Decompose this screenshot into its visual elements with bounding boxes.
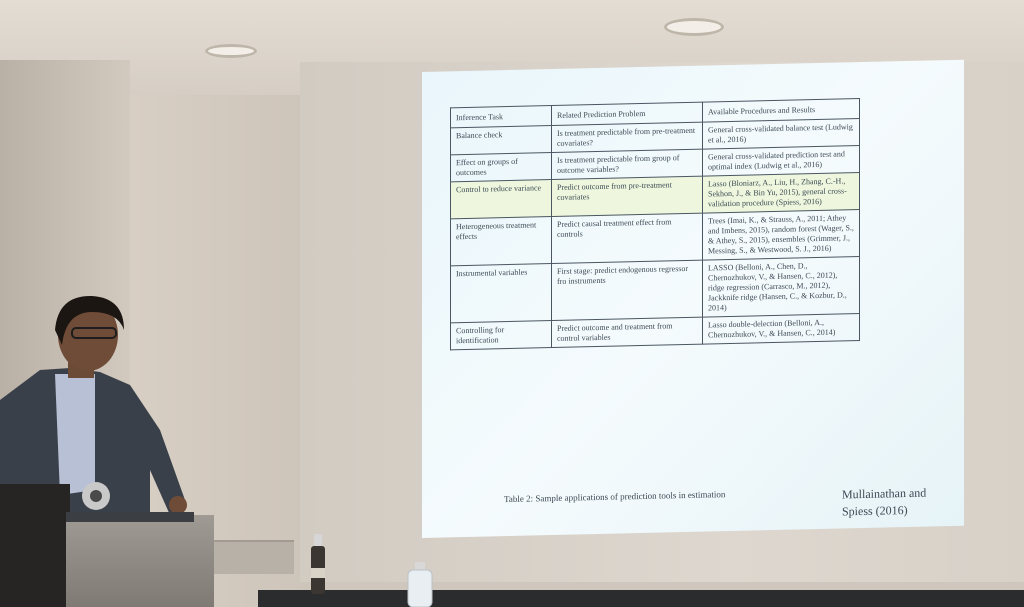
projected-slide xyxy=(422,60,964,538)
results-cell: General cross-validated balance test (Ludwig et al., 2016) xyxy=(703,119,860,150)
table-row xyxy=(451,257,860,323)
header-results: Available Procedures and Results xyxy=(703,99,860,123)
task-cell: Instrumental variables xyxy=(451,264,552,323)
results-cell: Lasso double-delection (Belloni, A., Chernozhukov, V., & Hansen, C., 2014) xyxy=(703,314,860,345)
slide-credit xyxy=(842,485,926,522)
front-table xyxy=(258,590,1024,607)
problem-cell: Is treatment predictable from group of outcome variables? xyxy=(552,149,703,179)
problem-cell: Predict outcome and treatment from control variables xyxy=(552,317,703,347)
podium xyxy=(66,515,214,607)
water-bottle xyxy=(404,562,436,607)
results-cell: General cross-validated prediction test and optimal index (Ludwig et al., 2016) xyxy=(703,146,860,177)
header-task: Inference Task xyxy=(451,106,552,128)
task-cell: Heterogeneous treatment effects xyxy=(451,217,552,266)
presenter-shirt xyxy=(55,374,95,495)
credit-line: Spiess (2016) xyxy=(842,503,908,519)
prediction-table xyxy=(450,98,860,350)
task-cell: Effect on groups of outcomes xyxy=(451,153,552,182)
results-cell: Lasso (Bloniarz, A., Liu, H., Zhang, C.-H., Sekhon, J., & Bin Yu, 2015), general cross-validation procedure (Spiess, 2016) xyxy=(703,173,860,214)
problem-cell: Predict outcome from pre-treatment covariates xyxy=(552,176,703,216)
results-cell: LASSO (Belloni, A., Chen, D., Chernozhukov, V., & Hansen, C., 2012), ridge regression (Carrasco, M., 2012), Jackknife ridge (Hansen, C., & Kozbur, D., 2014) xyxy=(703,257,860,318)
wall-panel xyxy=(214,540,294,574)
problem-cell: Predict causal treatment effect from controls xyxy=(552,213,703,263)
camera xyxy=(76,480,116,516)
table-caption: Table 2: Sample applications of prediction tools in estimation xyxy=(504,489,726,505)
task-cell: Controlling for identification xyxy=(451,321,552,350)
task-cell: Balance check xyxy=(451,126,552,155)
bottle xyxy=(308,534,328,594)
credit-line: Mullainathan and xyxy=(842,485,927,502)
results-cell: Trees (Imai, K., & Strauss, A., 2011; Athey and Imbens, 2015), random forest (Wager, S., & Athey, S., 2015), ensembles (Grimmer, J., Messing, S., & Westwood, S. J., 2016) xyxy=(703,210,860,261)
task-cell: Control to reduce variance xyxy=(451,180,552,219)
chair xyxy=(0,484,70,607)
ceiling-light xyxy=(205,44,257,58)
problem-cell: First stage: predict endogenous regressor fro instruments xyxy=(552,260,703,320)
problem-cell: Is treatment predictable from pre-treatment covariates? xyxy=(552,122,703,152)
ceiling-light xyxy=(664,18,724,36)
header-problem: Related Prediction Problem xyxy=(552,102,703,125)
